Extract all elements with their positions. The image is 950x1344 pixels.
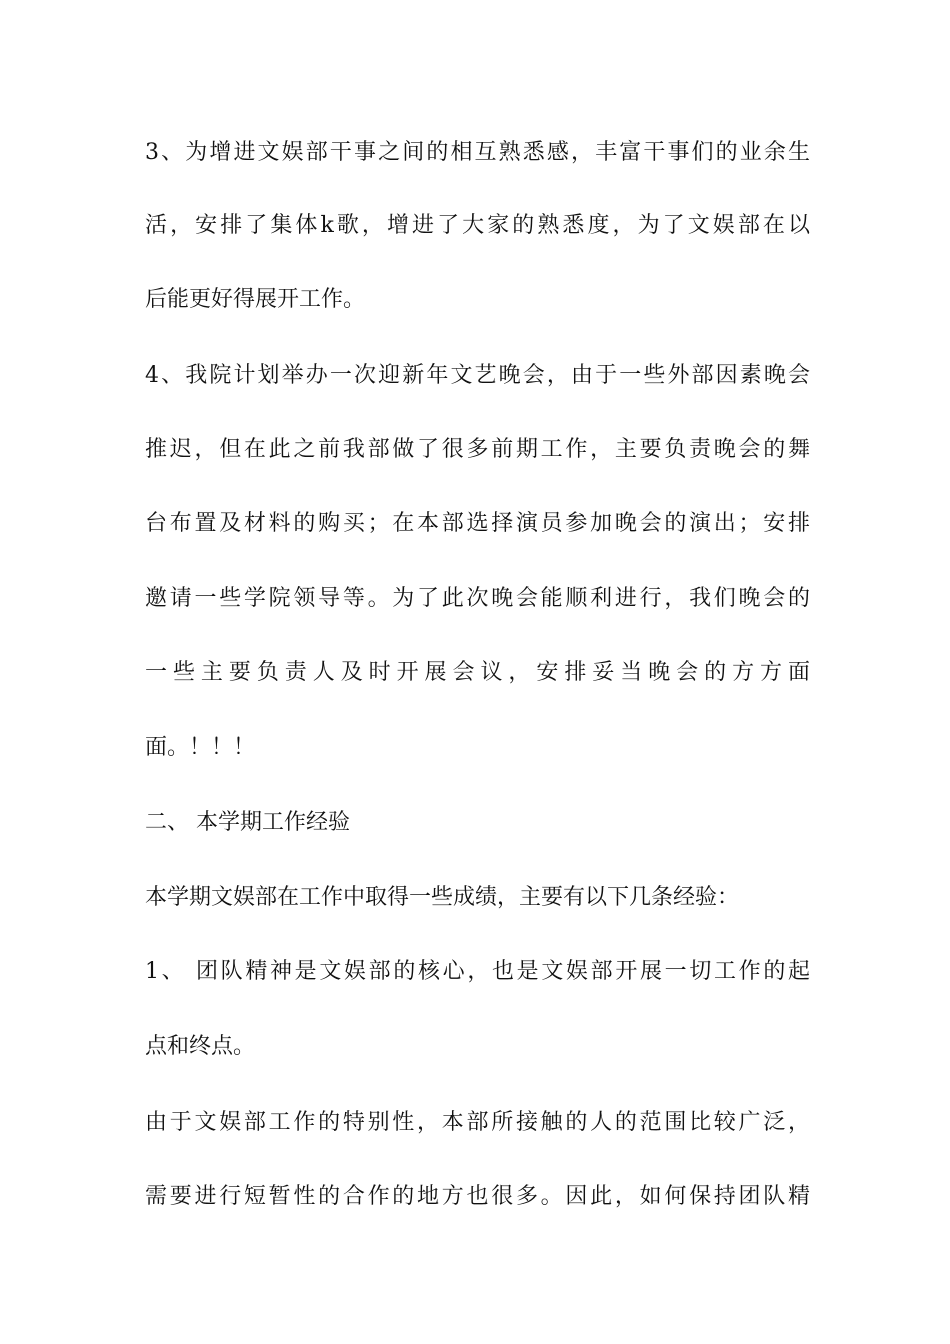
paragraph-4-line-3: 台布置及材料的购买；在本部选择演员参加晚会的演出；安排 [145,511,810,536]
paragraph-4-line-4: 邀请一些学院领导等。为了此次晚会能顺利进行，我们晚会的 [145,586,810,611]
paragraph-3-line-2: 活，安排了集体k歌，增进了大家的熟悉度，为了文娱部在以 [145,213,810,238]
body-paragraph-line-1: 由于文娱部工作的特别性，本部所接触的人的范围比较广泛， [145,1110,810,1135]
paragraph-4-line-5: 一些主要负责人及时开展会议，安排妥当晚会的方方面 [145,660,810,685]
paragraph-3-line-3: 后能更好得展开工作。 [145,287,366,312]
point-1-line-1: 1、 团队精神是文娱部的核心，也是文娱部开展一切工作的起 [145,959,810,984]
point-1-line-2: 点和终点。 [145,1034,256,1059]
section-heading-2: 二、 本学期工作经验 [145,810,350,835]
paragraph-4-line-1: 4、我院计划举办一次迎新年文艺晚会，由于一些外部因素晚会 [145,363,810,388]
paragraph-4-line-2: 推迟，但在此之前我部做了很多前期工作，主要负责晚会的舞 [145,437,810,462]
paragraph-3-line-1: 3、为增进文娱部干事之间的相互熟悉感，丰富干事们的业余生 [145,140,810,165]
paragraph-4-line-6: 面。！！！ [145,735,256,760]
experience-intro: 本学期文娱部在工作中取得一些成绩，主要有以下几条经验： [145,885,740,910]
body-paragraph-line-2: 需要进行短暂性的合作的地方也很多。因此，如何保持团队精 [145,1184,810,1209]
